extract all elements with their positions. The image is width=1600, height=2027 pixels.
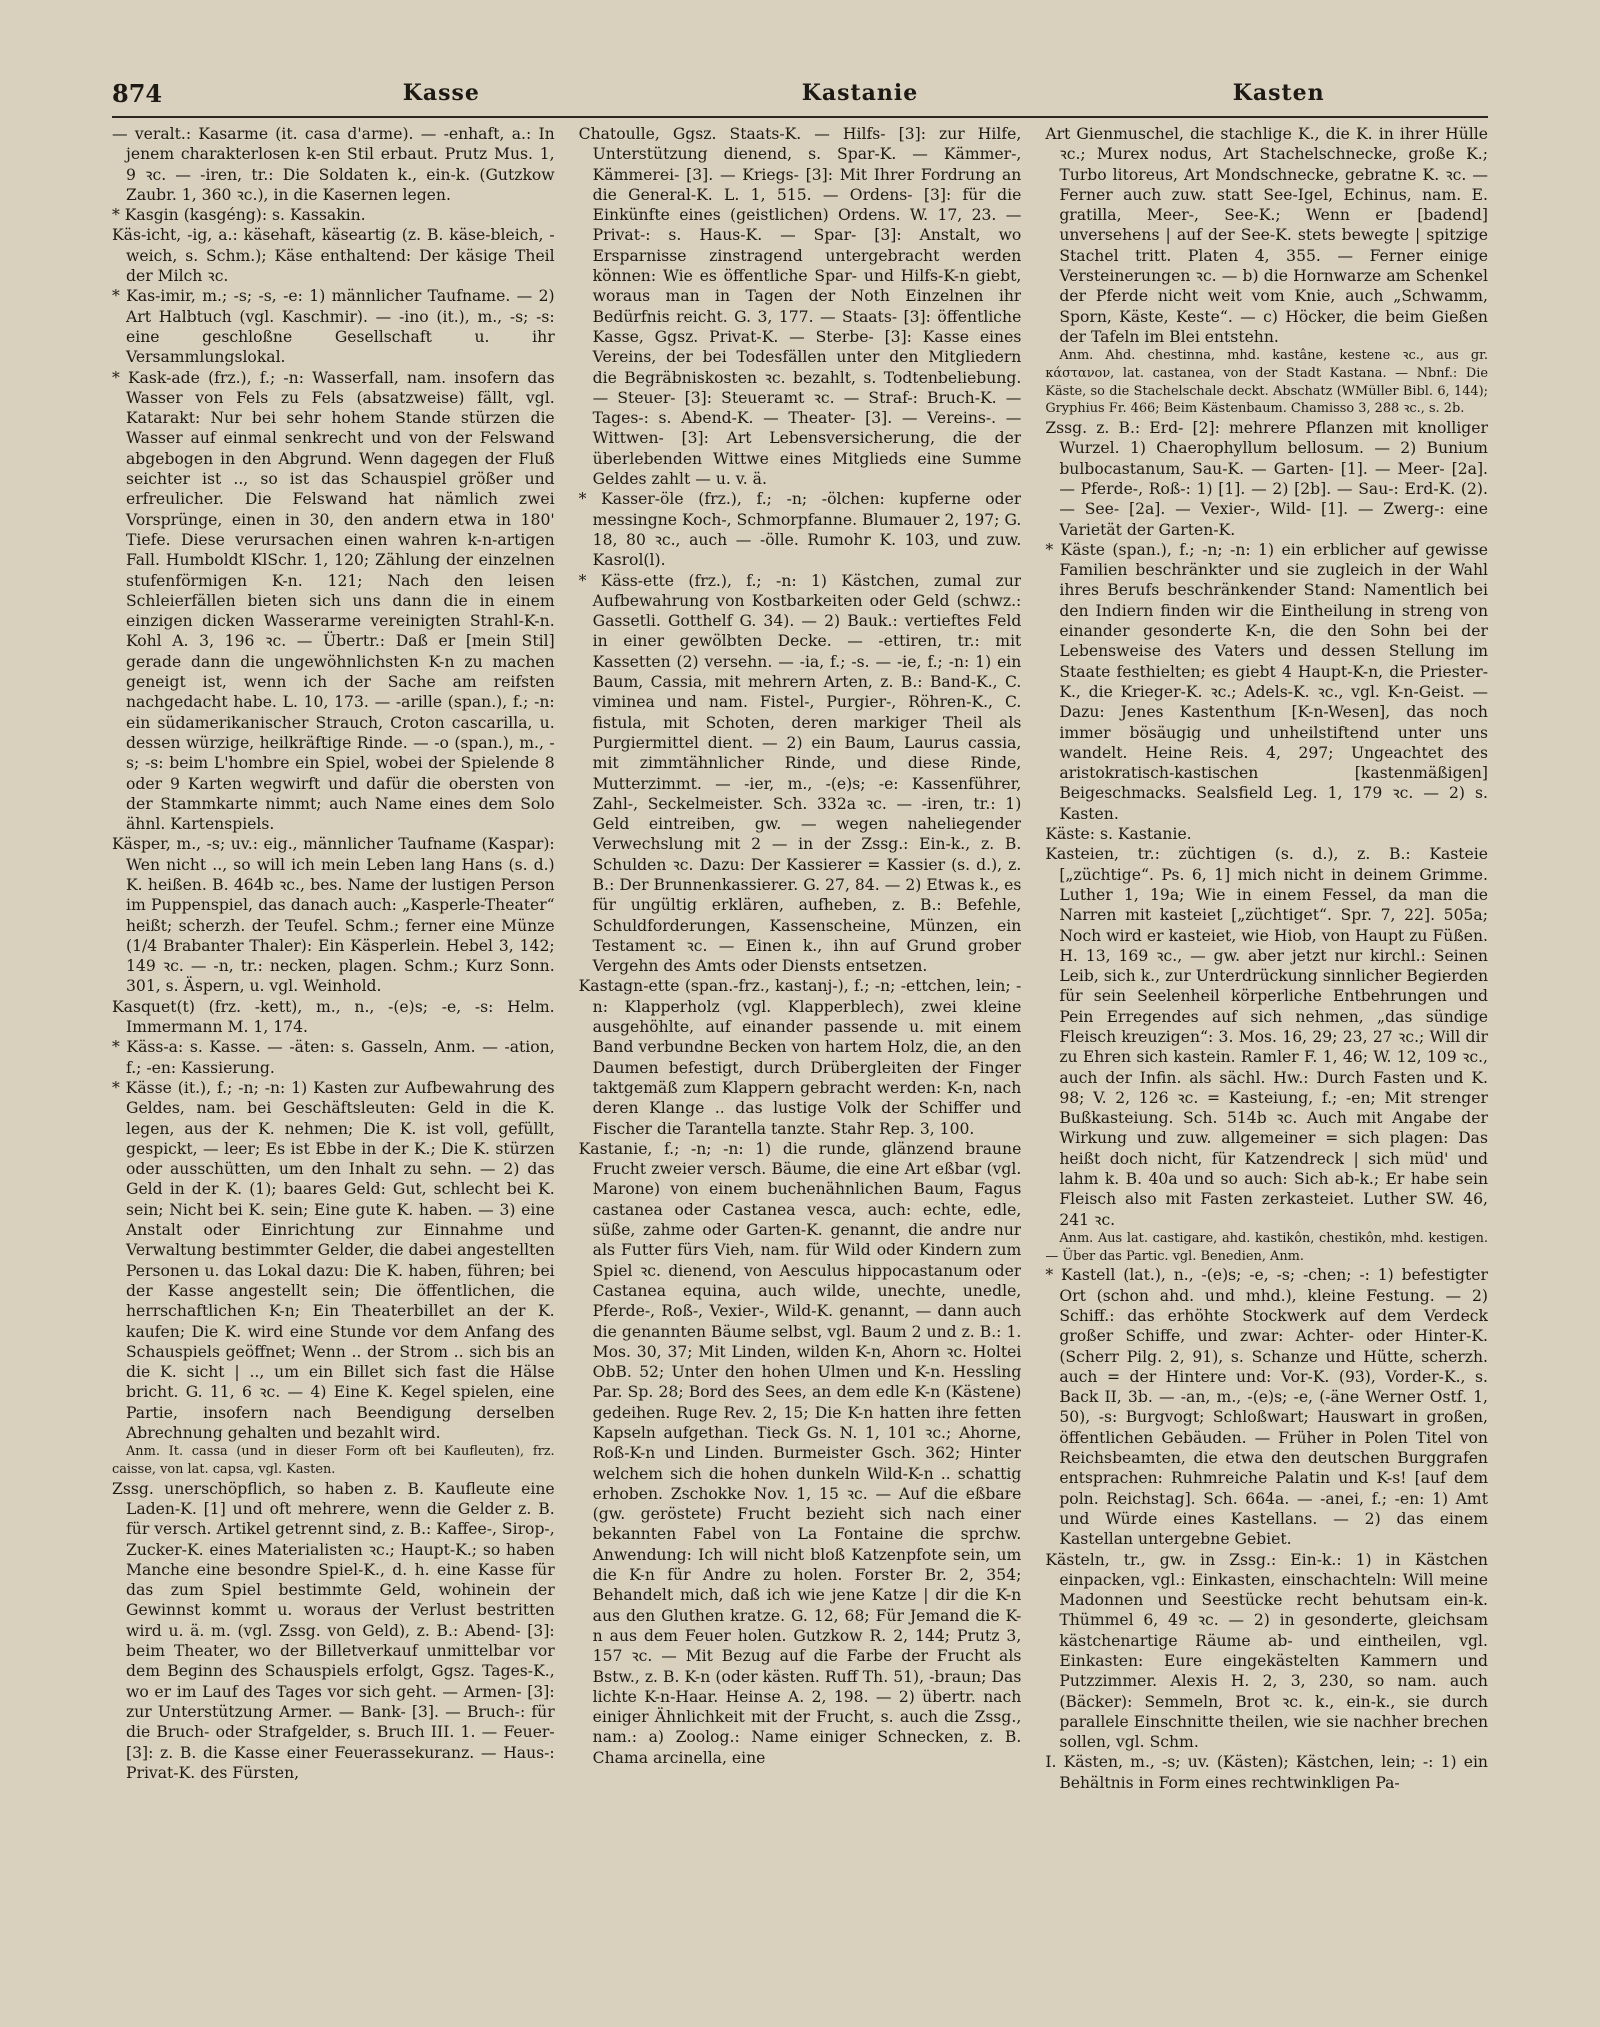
dictionary-entry: Chatoulle, Ggsz. Staats-K. — Hilfs- [3]: zur Hilfe, Unterstützung dienend, s. Spar-K. — Kämmer-, Kämmerei- [3]. — Kriegs- [3]: Mit Ihrer Fordrung an die General-K. L. 1, 515. — Ordens- [3]: für die Einkünfte eines (geistlichen) Ordens. W. 17, 23. — Privat-: s. Haus-K. — Spar- [3]: Anstalt, wo Ersparnisse zinstragend untergebracht werden können: Wie es öffentliche Spar- und Hilfs-K-n giebt, woraus man in Tagen der Noth Einzelnen ihr Bedürfnis reicht. G. 3, 177. — Staats- [3]: öffentliche Kasse, Ggsz. Privat-K. — Sterbe- [3]: Kasse eines Vereins, der bei Todesfällen unter den Mitgliedern die Begräbniskosten ꝛc. bezahlt, s. Todtenbeliebung. — Steuer- [3]: Steueramt ꝛc. — Straf-: Bruch-K. — Tages-: s. Abend-K. — Theater- [3]. — Vereins-. — Wittwen- [3]: Art Lebensversicherung, die der überlebenden Wittwe eines Mitglieds eine Summe Geldes zahlt — u. v. ä. <box>578 125 1022 489</box>
guide-word-center: Kastanie <box>801 80 919 106</box>
dictionary-entry: * Kask-ade (frz.), f.; -n: Wasserfall, nam. insofern das Wasser von Fels zu Fels (absatzweise) fällt, vgl. Katarakt: Nur bei sehr hohem Stande stürzen die Wasser auf einmal senkrecht und von der Felswand abgebogen in den Abgrund. Wenn dagegen der Fluß seichter ist .., so ist das Schauspiel größer und erfreulicher. Die Felswand hat nämlich zwei Vorsprünge, einen in 30, den andern etwa in 180' Tiefe. Diese verursachen einen wahren k-n-artigen Fall. Humboldt KlSchr. 1, 120; Zählung der einzelnen stufenförmigen K-n. 121; Nach den leisen Schleierfällen bieten sich uns dann die in einem einzigen dicken Wasserarme vereinigten Strahl-K-n. Kohl A. 3, 196 ꝛc. — Übertr.: Daß er [mein Stil] gerade dann die ungewöhnlichsten K-n zu machen geneigt ist, wenn ich der Sache am reifsten nachgedacht habe. L. 10, 173. — -arille (span.), f.; -n: ein südamerikanischer Strauch, Croton cascarilla, u. dessen würzige, heilkräftige Rinde. — -o (span.), m., -s; -s: beim L'hombre ein Spiel, wobei der Spielende 8 oder 9 Karten wegwirft und dafür die obersten von der Stammkarte nimmt; auch Name eines dem Solo ähnl. Kartenspiels. <box>112 368 555 834</box>
dictionary-entry: * Käss-a: s. Kasse. — -äten: s. Gasseln, Anm. — -ation, f.; -en: Kassierung. <box>112 1038 555 1077</box>
page-number: 874 <box>112 78 163 108</box>
column-middle <box>579 124 1022 1997</box>
page-header <box>112 70 1488 116</box>
dictionary-entry: Zssg. unerschöpflich, so haben z. B. Kaufleute eine Laden-K. [1] und oft mehrere, wenn die Gelder z. B. für versch. Artikel getrennt sind, z. B.: Kaffee-, Sirop-, Zucker-K. eines Materialisten ꝛc.; Haupt-K.; so haben Manche eine besondre Spiel-K., d. h. eine Kasse für das zum Spiel bestimmte Geld, wohinein der Gewinnst kommt u. woraus der Verlust bestritten wird u. ä. m. (vgl. Zssg. von Geld), z. B.: Abend- [3]: beim Theater, wo der Billetverkauf unmittelbar vor dem Beginn des Schauspiels erfolgt, Ggsz. Tages-K., wo er im Lauf des Tages vor sich geht. — Armen- [3]: zur Unterstützung Armer. — Bank- [3]. — Bruch-: für die Bruch- oder Strafgelder, s. Bruch III. 1. — Feuer- [3]: z. B. die Kasse einer Feuerassekuranz. — Haus-: Privat-K. des Fürsten, <box>112 1479 555 1782</box>
column-left <box>112 124 555 1997</box>
dictionary-entry: Art Gienmuschel, die stachlige K., die K. in ihrer Hülle ꝛc.; Murex nodus, Art Stachelschnecke, große K.; Turbo litoreus, Art Mondschnecke, gebratne K. ꝛc. — Ferner auch zuw. statt See-Igel, Echinus, nam. E. gratilla, Meer-, See-K.; Wenn er [badend] unversehens | auf der See-K. stets bewegte | spitzige Stachel tritt. Platen 4, 355. — Ferner einige Versteinerungen ꝛc. — b) die Hornwarze am Schenkel der Pferde nicht weit vom Knie, auch „Schwamm, Sporn, Käste, Keste“. — c) Höcker, die beim Gießen der Tafeln im Blei entstehn. <box>1045 125 1488 346</box>
dictionary-note: Anm. Ahd. chestinna, mhd. kastâne, kestene ꝛc., aus gr. κάστανον, lat. castanea, von der Stadt Kastana. — Nbnf.: Die Käste, so die Stachelschale deckt. Abschatz (WMüller Bibl. 6, 144); Gryphius Fr. 466; Beim Kästenbaum. Chamisso 3, 288 ꝛc., s. 2b. <box>1045 348 1488 417</box>
dictionary-entry: * Kastell (lat.), n., -(e)s; -e, -s; -chen; -: 1) befestigter Ort (schon ahd. und mhd.), kleine Festung. — 2) Schiff.: das erhöhte Stockwerk auf dem Verdeck großer Schiffe, und zwar: Achter- oder Hinter-K. (Scherr Pilg. 2, 91), s. Schanze und Hütte, scherzh. auch = der Hintere und: Vor-K. (93), Vorder-K., s. Back II, 3b. — -an, m., -(e)s; -e, (-äne Werner Ostf. 1, 50), -s: Burgvogt; Schloßwart; Hauswart in großen, öffentlichen Gebäuden. — Früher in Polen Titel von Reichsbeamten, die etwa den deutschen Burggrafen entsprachen: Ruhmreiche Palatin und K-s! [auf dem poln. Reichstag]. Sch. 664a. — -anei, f.; -en: 1) Amt und Würde eines Kastellans. — 2) das einem Kastellan untergebne Gebiet. <box>1045 1266 1488 1549</box>
dictionary-entry: Kasquet(t) (frz. -kett), m., n., -(e)s; -e, -s: Helm. Immermann M. 1, 174. <box>112 997 555 1037</box>
text-columns <box>112 124 1488 1997</box>
guide-word-left: Kasse <box>402 80 480 106</box>
dictionary-entry: Käsper, m., -s; uv.: eig., männlicher Taufname (Kaspar): Wen nicht .., so will ich mein Leben lang Hans (s. d.) K. heißen. B. 464b ꝛc., bes. Name der lustigen Person im Puppenspiel, das danach auch: „Kasperle-Theater“ heißt; scherzh. der Teufel. Schm.; ferner eine Münze (1/4 Brabanter Thaler): Ein Käsperlein. Hebel 3, 142; 149 ꝛc. — -n, tr.: necken, plagen. Schm.; Kurz Sonn. 301, s. Äspern, u. vgl. Weinhold. <box>112 835 555 996</box>
dictionary-entry: Kastagn-ette (span.-frz., kastanj-), f.; -n; -ettchen, lein; -n: Klapperholz (vgl. Klapperblech), zwei kleine ausgehöhlte, auf einander passende u. mit einem Band verbundne Becken von hartem Holz, die, an den Daumen befestigt, durch Drübergleiten der Finger taktgemäß zum Klappern gebracht werden: K-n, nach deren Klange .. das lustige Volk der Schiffer und Fischer die Tarantella tanzte. Stahr Rep. 3, 100. <box>578 977 1022 1138</box>
dictionary-note: Anm. Aus lat. castigare, ahd. kastikôn, chestikôn, mhd. kestigen. — Über das Partic. vgl. Benedien, Anm. <box>1045 1230 1488 1264</box>
guide-word-right: Kasten <box>1232 80 1325 106</box>
dictionary-entry: Käs-icht, -ig, a.: käsehaft, käseartig (z. B. käse-bleich, -weich, s. Schm.); Käse enthaltend: Der käsige Theil der Milch ꝛc. <box>112 226 555 286</box>
dictionary-entry: Kasteien, tr.: züchtigen (s. d.), z. B.: Kasteie [„züchtige“. Ps. 6, 1] mich nicht in deinem Grimme. Luther 1, 19a; Wie in einem Fessel, da man die Narren mit kasteiet [„züchtiget“. Spr. 7, 22]. 505a; Noch wird er kasteiet, wie Hiob, von Haupt zu Füßen. H. 13, 169 ꝛc., — gw. aber jetzt nur kirchl.: Seinen Leib, sich k., zur Unterdrückung sinnlicher Begierden für sein Seelenheil körperliche Entbehrungen und Pein Erregendes auf sich nehmen, „das sündige Fleisch kreuzigen“: 3. Mos. 16, 29; 23, 27 ꝛc.; Will dir zu Ehren sich kastein. Ramler F. 1, 46; W. 12, 109 ꝛc., auch der Infin. als sächl. Hw.: Durch Fasten und K. 98; V. 2, 126 ꝛc. = Kasteiung, f.; -en; Mit strenger Bußkasteiung. Sch. 514b ꝛc. Auch mit Angabe der Wirkung und zuw. allgemeiner = sich plagen: Das heißt doch nicht, für Katzendreck | sich müd' und lahm k. B. 40a und so auch: Sich ab-k.; Er habe sein Fleisch also mit Fasten zerkasteiet. Luther SW. 46, 241 ꝛc. <box>1045 845 1488 1229</box>
dictionary-entry: * Kässe (it.), f.; -n; -n: 1) Kasten zur Aufbewahrung des Geldes, nam. bei Geschäftsleuten: Geld in die K. legen, aus der K. nehmen; Die K. ist voll, gefüllt, gespickt, — leer; Es ist Ebbe in der K.; Die K. stürzen oder ausschütten, um den Inhalt zu sehn. — 2) das Geld in der K. (1); baares Geld: Gut, schlecht bei K. sein; Nicht bei K. sein; Eine gute K. haben. — 3) eine Anstalt oder Einrichtung zur Einnahme und Verwaltung bestimmter Gelder, die dabei angestellten Personen u. das Lokal dazu: Die K. haben, führen; bei der Kasse angestellt sein; Die öffentlichen, die herrschaftlichen K-n; Ein Theaterbillet an der K. kaufen; Die K. wird eine Stunde vor dem Anfang des Schauspiels geöffnet; Wenn .. der Strom .. sich bis an die K. sicht | .., um ein Billet sich fast die Hälse bricht. G. 11, 6 ꝛc. — 4) Eine K. Kegel spielen, eine Partie, insofern nach Beendigung derselben Abrechnung gehalten und bezahlt wird. <box>112 1078 555 1442</box>
dictionary-entry: Zssg. z. B.: Erd- [2]: mehrere Pflanzen mit knolliger Wurzel. 1) Chaerophyllum bellosum. — 2) Bunium bulbocastanum, Sau-K. — Garten- [1]. — Meer- [2a]. — Pferde-, Roß-: 1) [1]. — 2) [2b]. — Sau-: Erd-K. (2). — See- [2a]. — Vexier-, Wild- [1]. — Zwerg-: eine Varietät der Garten-K. <box>1045 419 1488 539</box>
dictionary-entry: — veralt.: Kasarme (it. casa d'arme). — -enhaft, a.: In jenem charakterlosen k-en Stil erbaut. Prutz Mus. 1, 9 ꝛc. — -iren, tr.: Die Soldaten k., ein-k. (Gutzkow Zaubr. 1, 360 ꝛc.), in die Kasernen legen. <box>112 125 555 204</box>
dictionary-entry: * Kasgin (kasgéng): s. Kassakin. <box>112 206 366 225</box>
dictionary-entry: * Kasser-öle (frz.), f.; -n; -ölchen: kupferne oder messingne Koch-, Schmorpfanne. Blumauer 2, 197; G. 18, 80 ꝛc., auch — -ölle. Rumohr K. 103, und zuw. Kasrol(l). <box>578 490 1022 570</box>
dictionary-note: Anm. It. cassa (und in dieser Form oft bei Kaufleuten), frz. caisse, von lat. capsa, vgl. Kasten. <box>112 1444 555 1477</box>
dictionary-entry: * Kas-imir, m.; -s; -s, -e: 1) männlicher Taufname. — 2) Art Halbtuch (vgl. Kaschmir). — -ino (it.), m., -s; -s: eine geschloßne Gesellschaft u. ihr Versammlungslokal. <box>112 287 555 367</box>
header-rule <box>112 116 1488 118</box>
column-right <box>1045 124 1488 1997</box>
dictionary-entry: * Käss-ette (frz.), f.; -n: 1) Kästchen, zumal zur Aufbewahrung von Kostbarkeiten oder Geld (schwz.: Gassetli. Gotthelf G. 34). — 2) Bauk.: vertieftes Feld in einer gewölbten Decke. — -ettiren, tr.: mit Kassetten (2) versehn. — -ia, f.; -s. — -ie, f.; -n: 1) ein Baum, Cassia, mit mehrern Arten, z. B.: Band-K., C. viminea und nam. Fistel-, Purgier-, Röhren-K., C. fistula, mit Schoten, deren markiger Theil als Purgiermittel dient. — 2) ein Baum, Laurus cassia, mit zimmtähnlicher Rinde, und diese Rinde, Mutterzimmt. — -ier, m., -(e)s; -e: Kassenführer, Zahl-, Seckelmeister. Sch. 332a ꝛc. — -iren, tr.: 1) Geld eintreiben, gw. — wegen naheliegender Verwechslung mit 2 — in der Zssg.: Ein-k., z. B. Schulden ꝛc. Dazu: Der Kassierer = Kassier (s. d.), z. B.: Der Brunnenkassierer. G. 27, 84. — 2) Etwas k., es für ungültig erklären, aufheben, z. B.: Befehle, Schuldforderungen, Kassenscheine, Münzen, ein Testament ꝛc. — Einen k., ihn auf Grund grober Vergehn des Amts oder Diensts entsetzen. <box>578 571 1022 976</box>
dictionary-entry: I. Kästen, m., -s; uv. (Kästen); Kästchen, lein; -: 1) ein Behältnis in Form eines rechtwinkligen Pa- <box>1045 1753 1488 1792</box>
dictionary-entry: * Käste (span.), f.; -n; -n: 1) ein erblicher auf gewisse Familien beschränkter und sie zugleich in der Wahl ihres Berufs beschränkender Stand: Namentlich bei den Indiern finden wir die Eintheilung in streng von einander gesonderte K-n, die den Sohn bei der Lebensweise des Vaters und dessen Stellung im Staate festhielten; es giebt 4 Haupt-K-n, die Priester-K., die Krieger-K. ꝛc.; Adels-K. ꝛc., vgl. K-n-Geist. — Dazu: Jenes Kastenthum [K-n-Wesen], das noch immer bösäugig und unheilstiftend unter uns wandelt. Heine Reis. 4, 297; Ungeachtet des aristokratisch-kastischen [kastenmäßigen] Beigeschmacks. Sealsfield Leg. 1, 179 ꝛc. — 2) s. Kasten. <box>1045 540 1488 823</box>
dictionary-entry: Kastanie, f.; -n; -n: 1) die runde, glänzend braune Frucht zweier versch. Bäume, die eine Art eßbar (vgl. Marone) von einem buchenähnlichen Baum, Fagus castanea oder Castanea vesca, auch: echte, edle, süße, zahme oder Garten-K. genannt, die andre nur als Futter fürs Vieh, nam. für Wild oder Kindern zum Spiel ꝛc. dienend, von Aesculus hippocastanum oder Castanea equina, auch wilde, unechte, unedle, Pferde-, Roß-, Vexier-, Wild-K. genannt, — dann auch die genannten Bäume selbst, vgl. Baum 2 und z. B.: 1. Mos. 30, 37; Mit Linden, wilden K-n, Ahorn ꝛc. Holtei ObB. 52; Unter den hohen Ulmen und K-n. Hessling Par. Sp. 28; Bord des Sees, an dem edle K-n (Kästene) gedeihen. Ruge Rev. 2, 15; Die K-n hatten ihre fetten Kapseln aufgethan. Tieck Gs. N. 1, 101 ꝛc.; Ahorne, Roß-K-n und Linden. Burmeister Gsch. 362; Hinter welchem sich die hohen dunkeln Wild-K-n .. schattig erhoben. Zschokke Nov. 1, 15 ꝛc. — Auf die eßbare (gw. geröstete) Frucht bezieht sich nach einer bekannten Fabel von La Fontaine die sprchw. Anwendung: Ich will nicht bloß Katzenpfote sein, um die K-n für Andre zu holen. Forster Br. 2, 354; Behandelt mich, daß ich wie jene Katze | dir die K-n aus den Gluthen kratze. G. 12, 68; Für Jemand die K-n aus dem Feuer holen. Gutzkow R. 2, 144; Prutz 3, 157 ꝛc. — Mit Bezug auf die Farbe der Frucht als Bstw., z. B. K-n (oder kästen. Ruff Th. 51), -braun; Das lichte K-n-Haar. Heinse A. 2, 198. — 2) übertr. nach einiger Ähnlichkeit mit der Frucht, s. auch die Zssg., nam.: a) Zoolog.: Name einiger Schnecken, z. B. Chama arcinella, eine <box>578 1139 1022 1767</box>
dictionary-entry: Kästeln, tr., gw. in Zssg.: Ein-k.: 1) in Kästchen einpacken, vgl.: Einkasten, einschachteln: Will meine Madonnen und Seestücke recht behutsam ein-k. Thümmel 6, 49 ꝛc. — 2) in gesonderte, gleichsam kästchenartige Räume ab- und eintheilen, vgl. Einkasten: Eure eingekästelten Kammern und Putzzimmer. Alexis H. 2, 3, 230, so nam. auch (Bäcker): Semmeln, Brot ꝛc. k., ein-k., sie durch parallele Einschnitte theilen, wie sie nachher brechen sollen, vgl. Schm. <box>1045 1550 1488 1752</box>
dictionary-entry: Käste: s. Kastanie. <box>1045 825 1192 844</box>
